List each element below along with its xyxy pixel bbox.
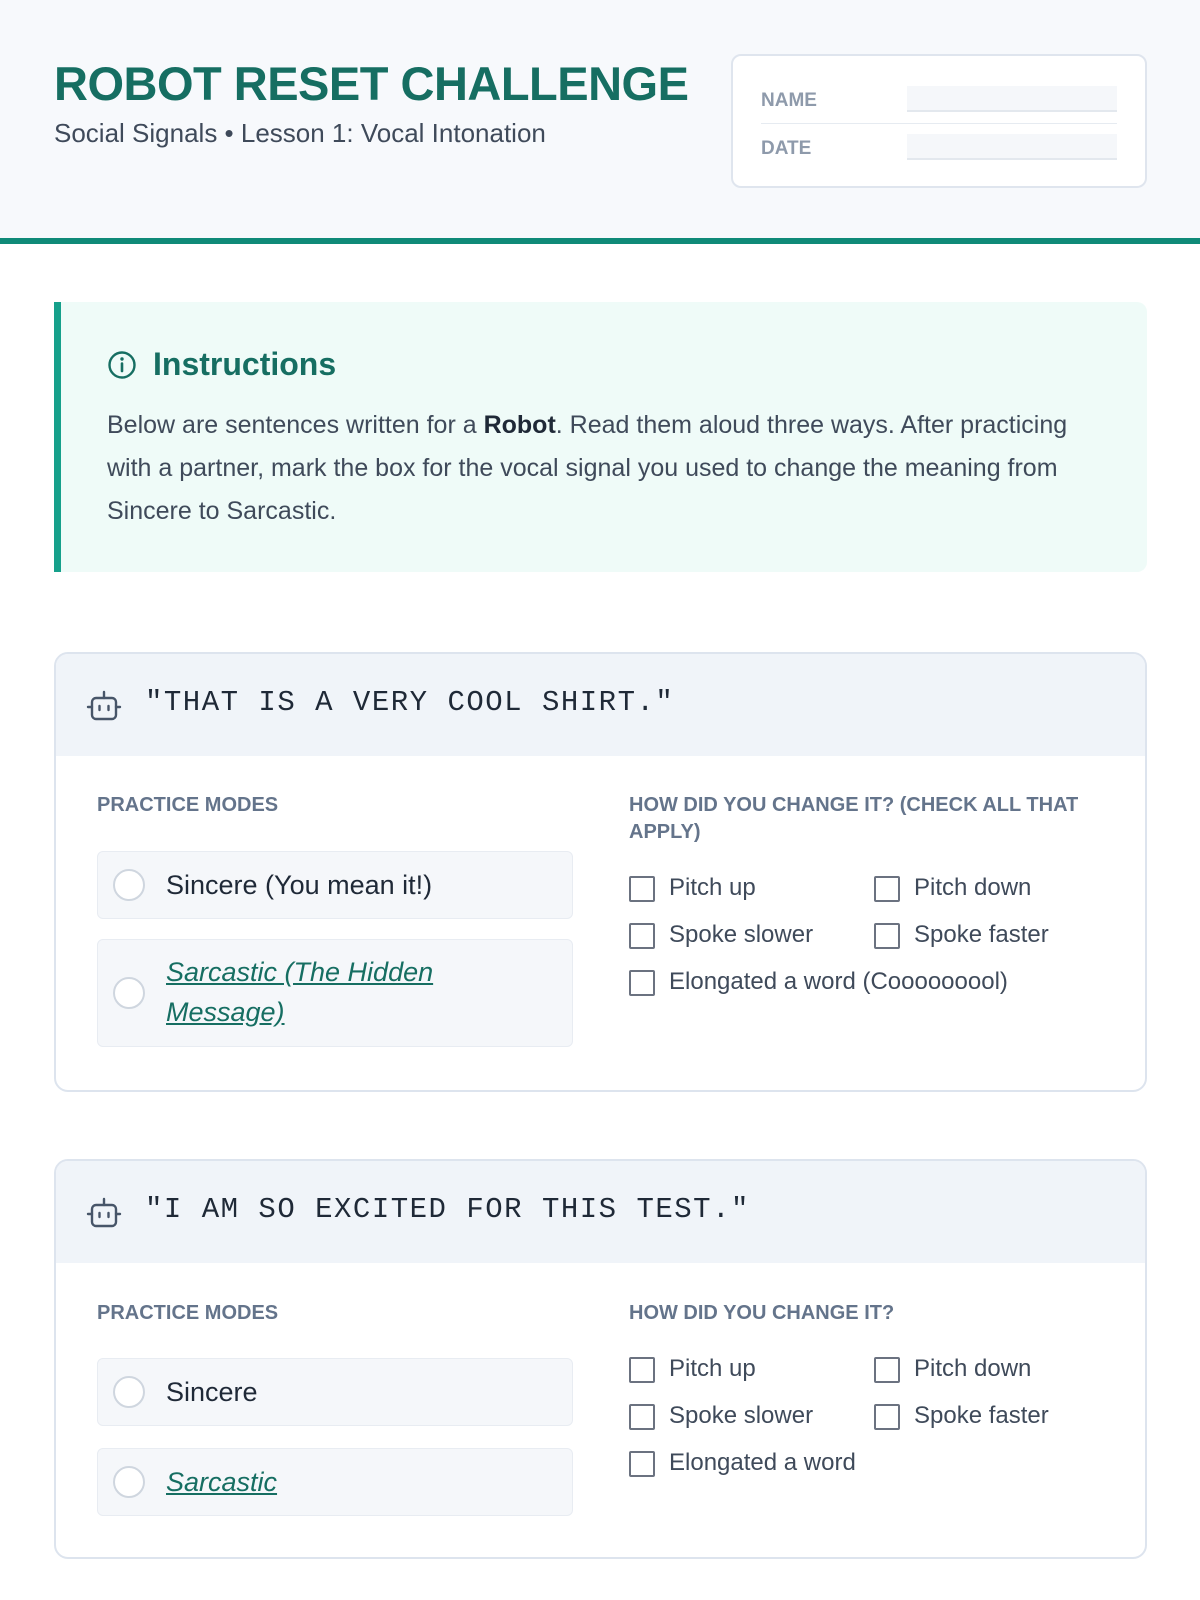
mode-label: Sincere (You mean it!) — [166, 870, 433, 900]
instructions-panel — [54, 302, 1147, 572]
checkbox[interactable] — [874, 923, 900, 949]
checkbox-label: Pitch down — [914, 874, 1032, 901]
mode-label: Sincere — [166, 1377, 258, 1407]
checkbox[interactable] — [629, 1451, 655, 1477]
checkbox-label: Pitch up — [669, 874, 756, 901]
info-icon — [107, 350, 137, 380]
checkbox-label: Spoke faster — [914, 921, 1049, 948]
mode-label: Sarcastic (The Hidden Message) — [166, 957, 434, 1027]
mode-option-sincere[interactable] — [97, 1358, 573, 1426]
checkbox-label: Spoke faster — [914, 1402, 1049, 1429]
worksheet-header — [0, 0, 1200, 244]
radio-button[interactable] — [113, 1466, 145, 1498]
date-label: DATE — [761, 138, 812, 159]
checkbox[interactable] — [629, 1404, 655, 1430]
checkbox[interactable] — [629, 1357, 655, 1383]
mode-option-sarcastic[interactable] — [97, 1448, 573, 1516]
checkbox-label: Elongated a word (Cooooooool) — [669, 968, 1008, 995]
checkbox[interactable] — [629, 923, 655, 949]
practice-modes-label: PRACTICE MODES — [97, 1302, 279, 1324]
name-row — [761, 76, 1117, 124]
mode-option-sincere[interactable] — [97, 851, 573, 919]
name-label: NAME — [761, 90, 817, 111]
name-date-box — [731, 54, 1147, 188]
sentence-card — [54, 652, 1147, 1092]
radio-button[interactable] — [113, 869, 145, 901]
checkbox[interactable] — [874, 876, 900, 902]
name-field[interactable] — [907, 86, 1117, 112]
instructions-text-part: Below are sentences written for a — [107, 411, 484, 439]
card-header — [56, 654, 1145, 756]
date-field[interactable] — [907, 134, 1117, 160]
radio-button[interactable] — [113, 1376, 145, 1408]
checkbox[interactable] — [874, 1357, 900, 1383]
checkbox-label: Spoke slower — [669, 1402, 814, 1429]
checkbox-label: Elongated a word — [669, 1449, 856, 1476]
checkbox[interactable] — [629, 876, 655, 902]
radio-button[interactable] — [113, 977, 145, 1009]
robot-icon — [86, 688, 122, 724]
robot-icon — [86, 1195, 122, 1231]
change-method-label: HOW DID YOU CHANGE IT? (CHECK ALL THAT APPLY) — [629, 794, 1079, 843]
page-subtitle: Social Signals • Lesson 1: Vocal Intonation — [54, 118, 546, 148]
checkbox-label: Pitch down — [914, 1355, 1032, 1382]
checkbox-label: Spoke slower — [669, 921, 814, 948]
checkbox-label: Pitch up — [669, 1355, 756, 1382]
change-method-label: HOW DID YOU CHANGE IT? — [629, 1302, 895, 1324]
card-header — [56, 1161, 1145, 1263]
robot-sentence: "I AM SO EXCITED FOR THIS TEST." — [145, 1193, 750, 1226]
date-row — [761, 124, 1117, 172]
sentence-card — [54, 1159, 1147, 1559]
checkbox[interactable] — [874, 1404, 900, 1430]
mode-option-sarcastic[interactable] — [97, 939, 573, 1047]
page-title: ROBOT RESET CHALLENGE — [54, 57, 689, 110]
practice-modes-label: PRACTICE MODES — [97, 794, 279, 816]
robot-sentence: "THAT IS A VERY COOL SHIRT." — [145, 686, 675, 719]
instructions-title: Instructions — [153, 346, 337, 382]
instructions-bold-word: Robot — [483, 411, 556, 439]
instructions-text — [107, 404, 1107, 533]
checkbox[interactable] — [629, 970, 655, 996]
instructions-text-part: . Read them aloud three ways. After practicing with a partner, mark the box for the vocal signal you used to change the meaning from Sincere to Sarcastic. — [107, 411, 1068, 525]
mode-label: Sarcastic — [166, 1467, 278, 1497]
